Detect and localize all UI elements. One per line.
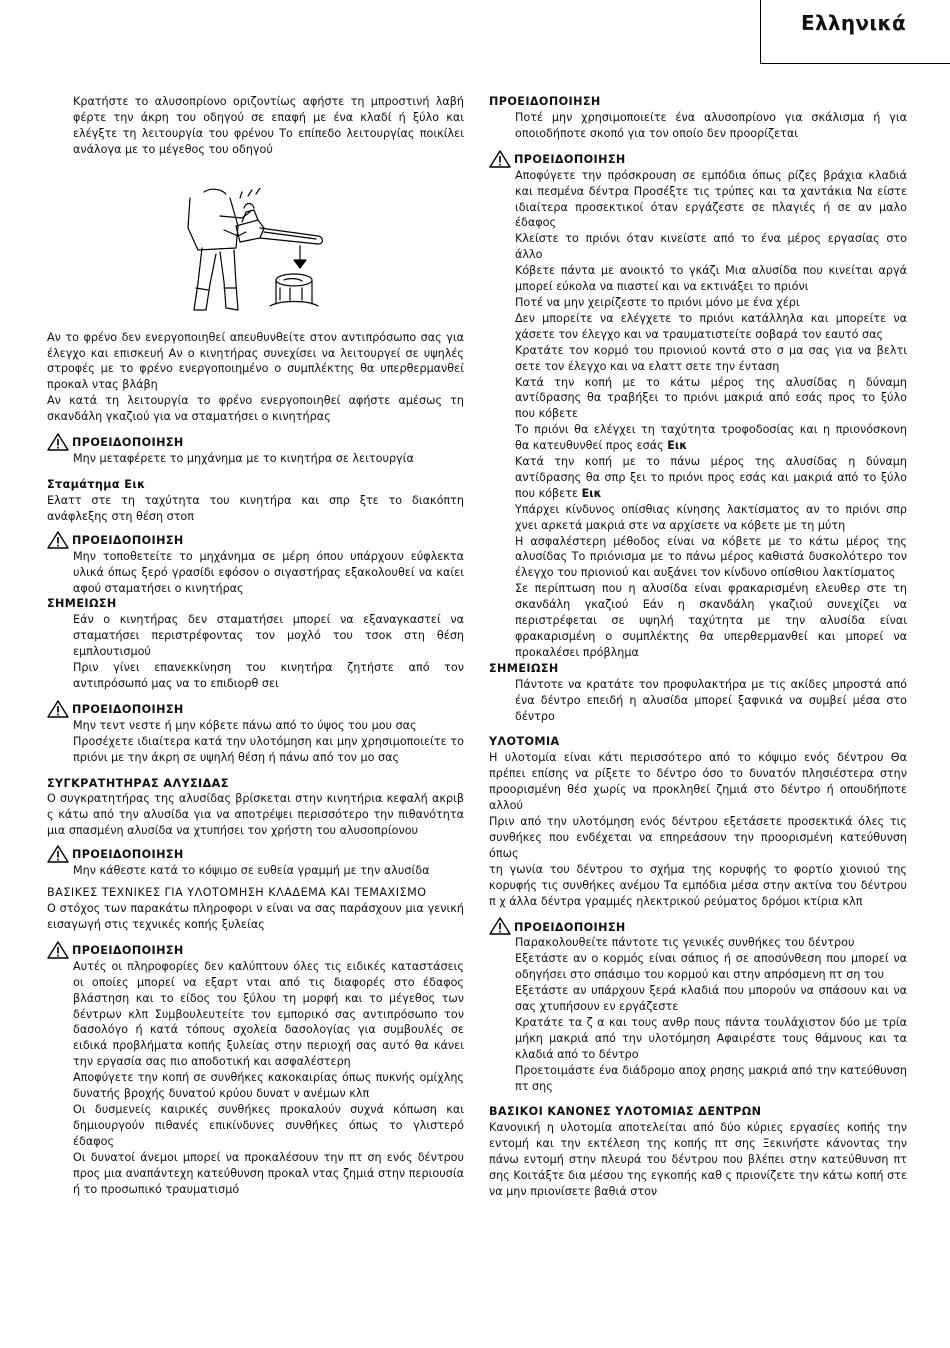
warning-icon <box>489 150 511 168</box>
stopping-heading: Σταμάτημα Εικ <box>47 477 146 491</box>
warning-text: Παρακολουθείτε πάντοτε τις γενικές συνθήκες του δέντρου <box>515 936 855 950</box>
left-column <box>47 94 464 1197</box>
warning-text: Εξετάστε αν ο κορμός είναι σάπιος ή σε αποσύνθεση που μπορεί να οδηγήσει στο σπάσιμο του κορμού και στην απρόσμενη πτ ση του <box>515 952 907 982</box>
warning-text: Κρατάτε τα ζ α και τους ανθρ πους πάντα τουλάχιστον δύο με τρία μήκη μακριά από την υλοτόμηση Αφαιρέστε τους θάμνους και τα κλαδιά από το δέντρο <box>515 1015 907 1061</box>
warning-text: Κρατάτε τον κορμό του πριονιού κοντά στο σ μα σας για να βελτι σετε τον έλεγχο και να ελαττ σετε την ένταση <box>515 343 907 373</box>
warning-icon <box>47 700 69 718</box>
stopping-text: Ελαττ στε τη ταχύτητα του κινητήρα και σπρ ξτε το διακόπτη ανάφλεξης στη θέση στοπ <box>47 493 464 523</box>
felling-rules-heading: ΒΑΣΙΚΟΙ ΚΑΝΟΝΕΣ ΥΛΟΤΟΜΙΑΣ ΔΕΝΤΡΩΝ <box>489 1105 762 1119</box>
warning-heading: ΠΡΟΕΙΔΟΠΟΙΗΣΗ <box>489 150 907 168</box>
warning-icon <box>47 941 69 959</box>
chain-catcher-text: Ο συγκρατητήρας της αλυσίδας βρίσκεται στην κινητήρια κεφαλή ακριβ ς κάτω από την αλυσίδα για να αποτρέψει περισσότερο την πιθανότητα μια σπασμένη αλυσίδα να χτυπήσει τον χρήστη του αλυσοπρίονου <box>47 792 464 838</box>
figure-ref: Εικ <box>667 439 688 453</box>
warning-text: Το πριόνι θα ελέγχει τη ταχύτητα τροφοδοσίας και η πριονόσκονη θα κατευθυνθεί προς εσάς Εικ <box>515 423 907 453</box>
chainsaw-brake-illustration <box>180 188 340 316</box>
felling-text: Η υλοτομία είναι κάτι περισσότερο από το κόψιμο ενός δέντρου Θα πρέπει επίσης να ρίξετε το δέντρο όσο το δυνατόν πλησιέστερα στην προορισμένη θέσ χωρίς να προκληθεί ζημιά στο δέντρο ή οπουδήποτε αλλού <box>489 751 907 813</box>
warning-text: Μην τεντ νεστε ή μην κόβετε πάνω από το ύψος του μου σας <box>73 718 417 732</box>
basic-techniques-heading: ΒΑΣΙΚΕΣ ΤΕΧΝΙΚΕΣ ΓΙΑ ΥΛΟΤΟΜΗΣΗ ΚΛΑΔΕΜΑ ΚΑΙ ΤΕΜΑΧΙΣΜΟ <box>47 886 427 900</box>
warning-icon <box>489 917 511 935</box>
warning-text: Αυτές οι πληροφορίες δεν καλύπτουν όλες τις ειδικές καταστάσεις οι οποίες μπορεί να εξαρτ νται από τις διαφορές στο έδαφος βλάστηση και το είδος του ξύλου τη μορφή και το μέγεθος των δέντρων κλπ Συμβουλευτείτε τον εμπορικό σας αντιπρόσωπο τον δασολόγο ή κατά τόπους σχολεία δασολογίας για συμβουλές σε ειδικά προβλήματα κοπής ξυλείας στην περιοχή σας αυτό θα κάνει την εργασία σας πιο αποδοτική και ασφαλέστερη <box>73 959 464 1069</box>
warning-icon <box>47 531 69 549</box>
warning-heading: ΠΡΟΕΙΔΟΠΟΙΗΣΗ <box>47 941 464 959</box>
warning-text: Κόβετε πάντα με ανοικτό το γκάζι Μια αλυσίδα που κινείται αργά μπορεί εύκολα να πιαστεί και να εκτινάξει το πριόνι <box>515 264 907 294</box>
warning-heading: ΠΡΟΕΙΔΟΠΟΙΗΣΗ <box>489 917 907 935</box>
felling-text: Πριν από την υλοτόμηση ενός δέντρου εξετάσετε προσεκτικά όλες τις συνθήκες που ενδέχεται να επηρεάσουν την προορισμένη κατεύθυνση όπως <box>489 814 907 860</box>
warning-text: Οι δυνατοί άνεμοι μπορεί να προκαλέσουν την πτ ση ενός δέντρου προς μια αναπάντεχη κατεύθυνση προκαλ ντας ζημιά στην περιουσία ή το προσωπικό τραυματισμό <box>73 1150 464 1196</box>
felling-rules-text: Κανονική η υλοτομία αποτελείται από δύο κύριες εργασίες κοπής την εντομή και την εκτέλεση της κοπής πτ σης Ξεκινήστε κάνοντας την πάνω εντομή στην πλευρά του δέντρου που βλέπει στην κατεύθυνση πτ σης Κοιτάξτε δια μέσου της εγκοπής καθ ς πριονίζετε την κάτω κοπή στε να μην πριονίσετε βαθιά στον <box>489 1121 907 1198</box>
warning-text: Προσέχετε ιδιαίτερα κατά την υλοτόμηση και μην χρησιμοποιείτε το πριόνι με την άκρη σε υψηλή θέση ή πάνω από τον μο σας <box>73 734 464 764</box>
basic-techniques-text: Ο στόχος των παρακάτω πληροφορι ν είναι να σας παράσχουν μια γενική εισαγωγή στις τεχνικές κοπής ξυλείας <box>47 902 464 931</box>
note-text: Πάντοτε να κρατάτε τον προφυλακτήρα με τις ακίδες μπροστά από ένα δέντρο επειδή η αλυσίδα μπορεί ξαφνικά να συμβεί μέσα στο δέντρο <box>515 677 907 723</box>
warning-text: Οι δυσμενείς καιρικές συνθήκες προκαλούν συχνά κόπωση και δημιουργούν πιθανές επικίνδυνες συνθήκες όπως το γλιστερό έδαφος <box>73 1102 464 1148</box>
warning-text: Σε περίπτωση που η αλυσίδα είναι φρακαρισμένη ελευθερ στε τη σκανδάλη γκαζιού Εάν η σκανδάλη γκαζιού συνεχίζει να περιστρέφεται σε υψηλή ταχύτητα με την αλυσίδα είναι φρακαρισμένη ο συμπλέκτης θα υπερθερμανθεί και μπορεί να προκαλέσει πρόβλημα <box>515 582 907 659</box>
language-tab <box>760 0 950 64</box>
brake-service-paragraph: Αν το φρένο δεν ενεργοποιηθεί απευθυνθείτε στον αντιπρόσωπο σας για έλεγχο και επισκευή Αν ο κινητήρας συνεχίσει να λειτουργεί σε υψηλές στροφές με το φρένο ενεργοποιημένο ο συμπλέκτης θα υπερθερμανθεί προκαλ ντας βλάβη <box>47 330 464 392</box>
felling-text: τη γωνία του δέντρου το σχήμα της κορυφής το φορτίο χιονιού της κορυφής τις συνθήκες ανέμου Τα εμπόδια μέσα στην ακτίνα του δέντρου π χ άλλα δέντρα γραμμές ηλεκτρικού ρεύματος δρόμοι κτίρια κλπ <box>489 862 907 908</box>
warning-heading: ΠΡΟΕΙΔΟΠΟΙΗΣΗ <box>47 700 464 718</box>
warning-text: Εξετάστε αν υπάρχουν ξερά κλαδιά που μπορούν να σπάσουν και να σας χτυπήσουν εν εργάζεστε <box>515 984 907 1014</box>
language-label: Ελληνικά <box>801 11 906 35</box>
warning-text: Υπάρχει κίνδυνος οπίσθιας κίνησης λακτίσματος αν το πριόνι σπρ χνει αρκετά μακριά στε να αρχίσετε να κόβετε με τη μύτη <box>515 502 907 532</box>
warning-heading: ΠΡΟΕΙΔΟΠΟΙΗΣΗ <box>489 95 601 108</box>
note-text: Εάν ο κινητήρας δεν σταματήσει μπορεί να εξαναγκαστεί να σταματήσει περιστρέφοντας τον μοχλό του τσοκ στη θέση εμπλουτισμού <box>73 613 464 659</box>
warning-text: Κατά την κοπή με το πάνω μέρος της αλυσίδας η δύναμη αντίδρασης θα σπρ ξει το πριόνι προς εσάς και μακριά από το ξύλο που κόβετε Εικ <box>515 455 907 500</box>
warning-text: Αποφύγετε την πρόσκρουση σε εμπόδια όπως ρίζες βράχια κλαδιά και πεσμένα δέντρα Προσέξτε τις τρύπες και τα χαντάκια Να είστε ιδιαίτερα προσεκτικοί όταν εργάζεστε σε πλαγιές ή σε αν μαλο έδαφος <box>515 168 907 230</box>
warning-text: Η ασφαλέστερη μέθοδος είναι να κόβετε με το κάτω μέρος της αλυσίδας Το πριόνισμα με το πάνω μέρος καθιστά δυσκολότερο τον έλεγχο του πριονιού και αυξάνει τον κίνδυνο οπίσθιου λακτίσματος <box>515 534 907 580</box>
warning-icon <box>47 433 69 451</box>
warning-text: Κλείστε το πριόνι όταν κινείστε από το ένα μέρος εργασίας στο άλλο <box>515 232 907 262</box>
warning-icon <box>47 845 69 863</box>
warning-text: Προετοιμάστε ένα διάδρομο αποχ ρησης μακριά από την κατεύθυνση πτ σης <box>515 1063 907 1093</box>
chain-catcher-heading: ΣΥΓΚΡΑΤΗΤΗΡΑΣ ΑΛΥΣΙΔΑΣ <box>47 776 229 790</box>
warning-heading: ΠΡΟΕΙΔΟΠΟΙΗΣΗ <box>47 531 464 549</box>
right-column <box>489 94 907 1200</box>
note-heading: ΣΗΜΕΙΩΣΗ <box>489 661 559 675</box>
warning-text: Ποτέ να μην χειρίζεστε το πριόνι μόνο με ένα χέρι <box>515 295 800 309</box>
warning-text: Κατά την κοπή με το κάτω μέρος της αλυσίδας η δύναμη αντίδρασης θα τραβήξει το πριόνι μακριά από εσάς προς το ξύλο που κόβετε <box>515 375 907 421</box>
warning-text: Δεν μπορείτε να ελέγχετε το πριόνι κατάλληλα και μπορείτε να χάσετε τον έλεγχο και να τραυματιστείτε σοβαρά τον εαυτό σας <box>515 311 907 341</box>
felling-heading: ΥΛΟΤΟΜΙΑ <box>489 735 560 749</box>
note-text: Πριν γίνει επανεκκίνηση του κινητήρα ζητήστε από τον αντιπρόσωπό μας να το επιδιορθ σει <box>73 661 464 690</box>
warning-text: Ποτέ μην χρησιμοποιείτε ένα αλυσοπρίονο για σκάλισμα ή για οποιοδήποτε σκοπό για τον οποίο δεν προορίζεται <box>515 110 907 140</box>
warning-text: Μην κάθεστε κατά το κόψιμο σε ευθεία γραμμή με την αλυσίδα <box>73 864 430 878</box>
warning-heading: ΠΡΟΕΙΔΟΠΟΙΗΣΗ <box>47 845 464 863</box>
note-heading: ΣΗΜΕΙΩΣΗ <box>47 597 117 611</box>
warning-heading: ΠΡΟΕΙΔΟΠΟΙΗΣΗ <box>47 433 464 451</box>
brake-check-paragraph: Κρατήστε το αλυσοπρίονο οριζοντίως αφήστε τη μπροστινή λαβή φέρτε την άκρη του οδηγού σε επαφή με ένα κλαδί ή ξύλο και ελέγξτε τη λειτουργία του φρένου Το επίπεδο λειτουργίας ποικίλει ανάλογα με το μέγεθος του οδηγού <box>73 95 464 156</box>
warning-text: Μην μεταφέρετε το μηχάνημα με το κινητήρα σε λειτουργία <box>73 452 414 466</box>
warning-text: Μην τοποθετείτε το μηχάνημα σε μέρη όπου υπάρχουν εύφλεκτα υλικά όπως ξερό γρασίδι εφόσον ο σιγαστήρας εξακολουθεί να καίει αφού σταματήσει ο κινητήρας <box>73 549 464 595</box>
brake-release-paragraph: Αν κατά τη λειτουργία το φρένο ενεργοποιηθεί αφήστε αμέσως τη σκανδάλη γκαζιού για να σταματήσει ο κινητήρας <box>47 394 464 424</box>
warning-text: Αποφύγετε την κοπή σε συνθήκες κακοκαιρίας όπως πυκνής ομίχλης δυνατής βροχής δυνατού κρύου δυνατ ν ανέμων κλπ <box>73 1071 464 1101</box>
figure-ref: Εικ <box>581 486 602 500</box>
